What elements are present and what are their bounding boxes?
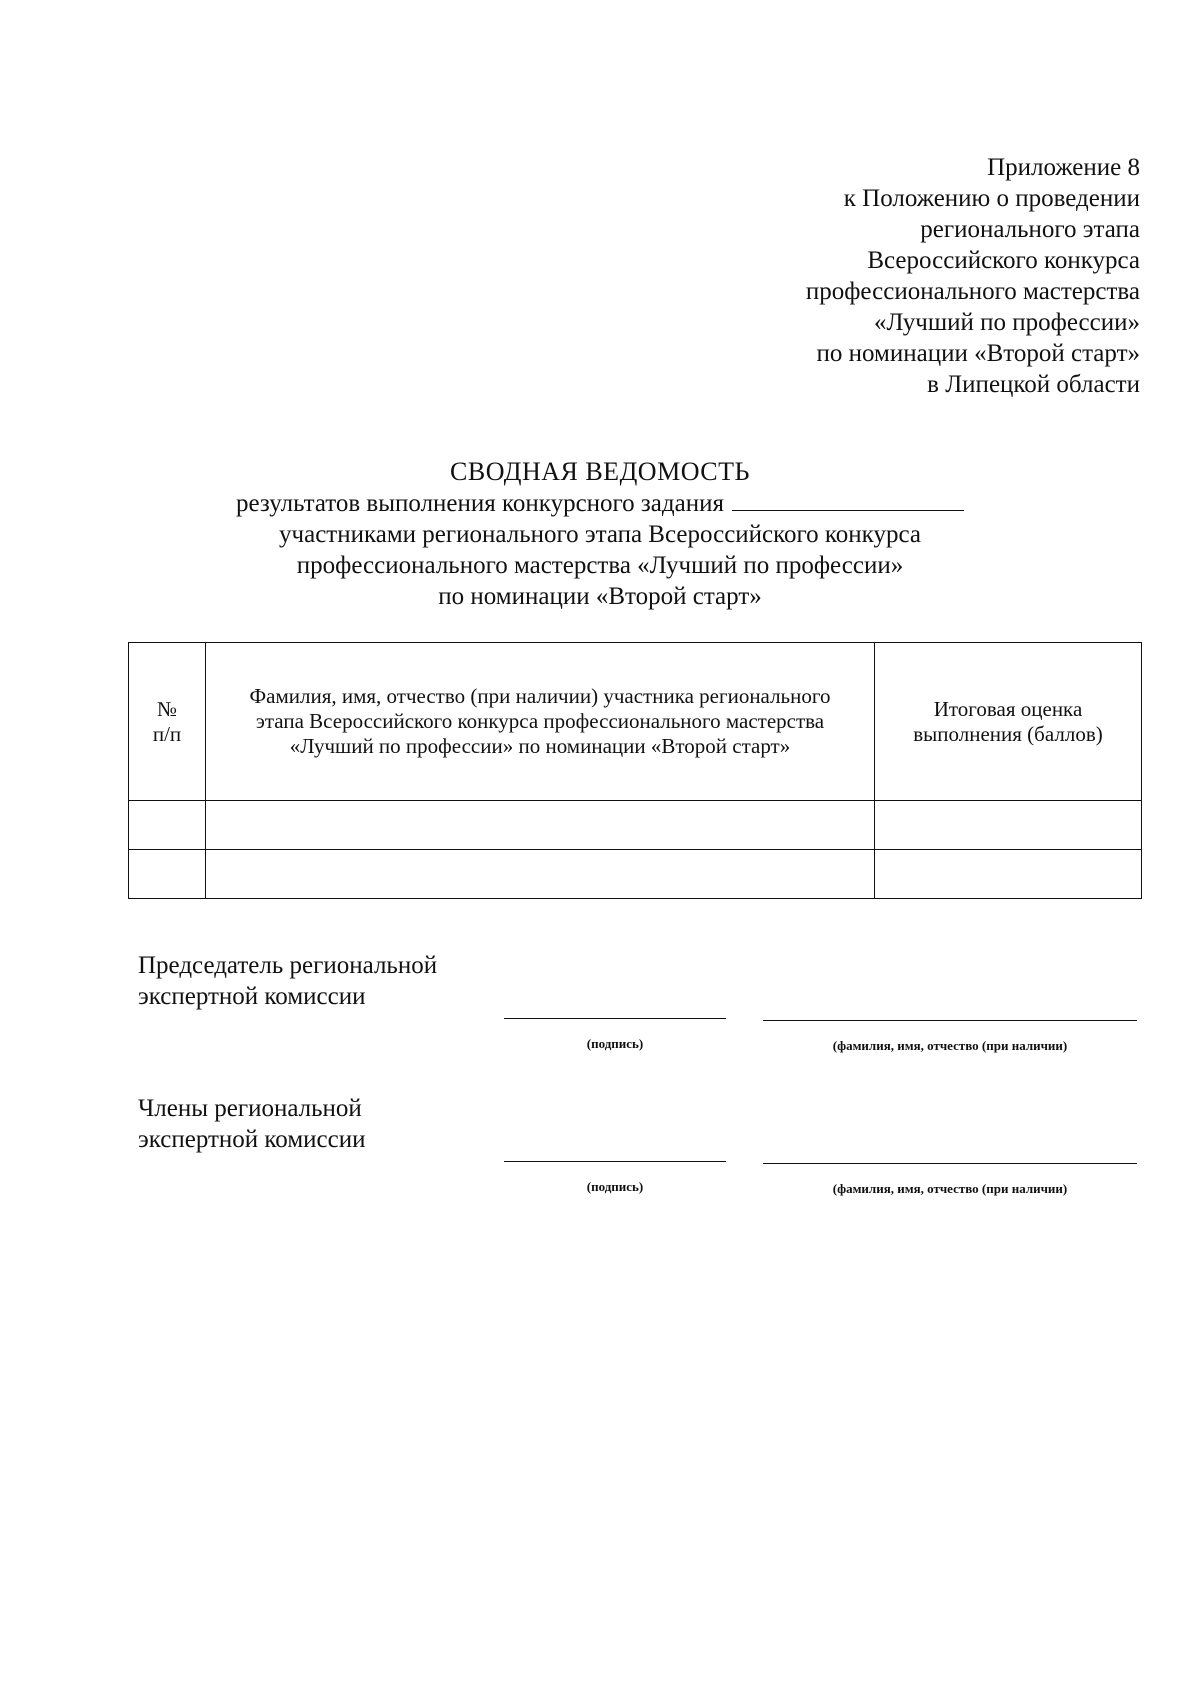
cell-participant[interactable]	[206, 850, 875, 899]
appendix-line: по номинации «Второй старт»	[816, 340, 1140, 367]
column-header-number	[129, 643, 206, 801]
appendix-line: регионального этапа	[920, 216, 1140, 243]
header-text: п/п	[152, 721, 182, 746]
appendix-line: профессионального мастерства	[805, 278, 1140, 305]
header-text: выполнения (баллов)	[913, 721, 1103, 746]
cell-score[interactable]	[875, 801, 1142, 850]
header-text: «Лучший по профессии» по номинации «Второй старт»	[289, 734, 791, 758]
task-line	[0, 488, 1200, 519]
chairman-fio-line[interactable]	[763, 1020, 1137, 1021]
appendix-block	[580, 152, 1140, 400]
chairman-signature-line[interactable]	[504, 1018, 726, 1019]
appendix-line: Приложение 8	[987, 154, 1140, 181]
column-header-score	[875, 643, 1142, 801]
table-row	[129, 801, 1142, 850]
members-signature-block	[0, 1093, 1200, 1233]
header-text: №	[156, 696, 178, 721]
title-line: участниками регионального этапа Всероссийского конкурса	[279, 521, 921, 548]
appendix-line: в Липецкой области	[927, 371, 1140, 398]
chairman-signature-caption: (подпись)	[586, 1036, 644, 1051]
header-text: этапа Всероссийского конкурса профессионального мастерства	[255, 709, 825, 733]
document-heading: СВОДНАЯ ВЕДОМОСТЬ	[450, 457, 750, 486]
appendix-line: к Положению о проведении	[843, 185, 1140, 212]
cell-number[interactable]	[129, 801, 206, 850]
cell-number[interactable]	[129, 850, 206, 899]
members-label	[138, 1093, 365, 1155]
members-fio-caption: (фамилия, имя, отчество (при наличии)	[832, 1181, 1068, 1196]
chairman-signature-block	[0, 950, 1200, 1090]
title-line: по номинации «Второй старт»	[438, 583, 762, 610]
cell-score[interactable]	[875, 850, 1142, 899]
results-table	[128, 642, 1142, 899]
members-signature-caption: (подпись)	[586, 1179, 644, 1194]
header-text: Итоговая оценка	[933, 696, 1083, 721]
label-text: Председатель региональной	[138, 952, 438, 979]
appendix-line: «Лучший по профессии»	[873, 309, 1140, 336]
title-line: профессионального мастерства «Лучший по профессии»	[296, 552, 904, 579]
chairman-label	[138, 950, 437, 1012]
appendix-line: Всероссийского конкурса	[867, 247, 1140, 274]
label-text: экспертной комиссии	[138, 1126, 366, 1153]
members-fio-line[interactable]	[763, 1163, 1137, 1164]
table-header-row	[129, 643, 1142, 801]
table-row	[129, 850, 1142, 899]
label-text: Члены региональной	[138, 1095, 362, 1122]
label-text: экспертной комиссии	[138, 983, 366, 1010]
chairman-fio-caption: (фамилия, имя, отчество (при наличии)	[832, 1038, 1068, 1053]
task-name-blank[interactable]	[732, 490, 964, 511]
column-header-participant	[206, 643, 875, 801]
document-title-block	[0, 456, 1200, 612]
task-line-text: результатов выполнения конкурсного задания	[236, 490, 724, 517]
header-text: Фамилия, имя, отчество (при наличии) участника регионального	[249, 684, 831, 708]
cell-participant[interactable]	[206, 801, 875, 850]
members-signature-line[interactable]	[504, 1161, 726, 1162]
